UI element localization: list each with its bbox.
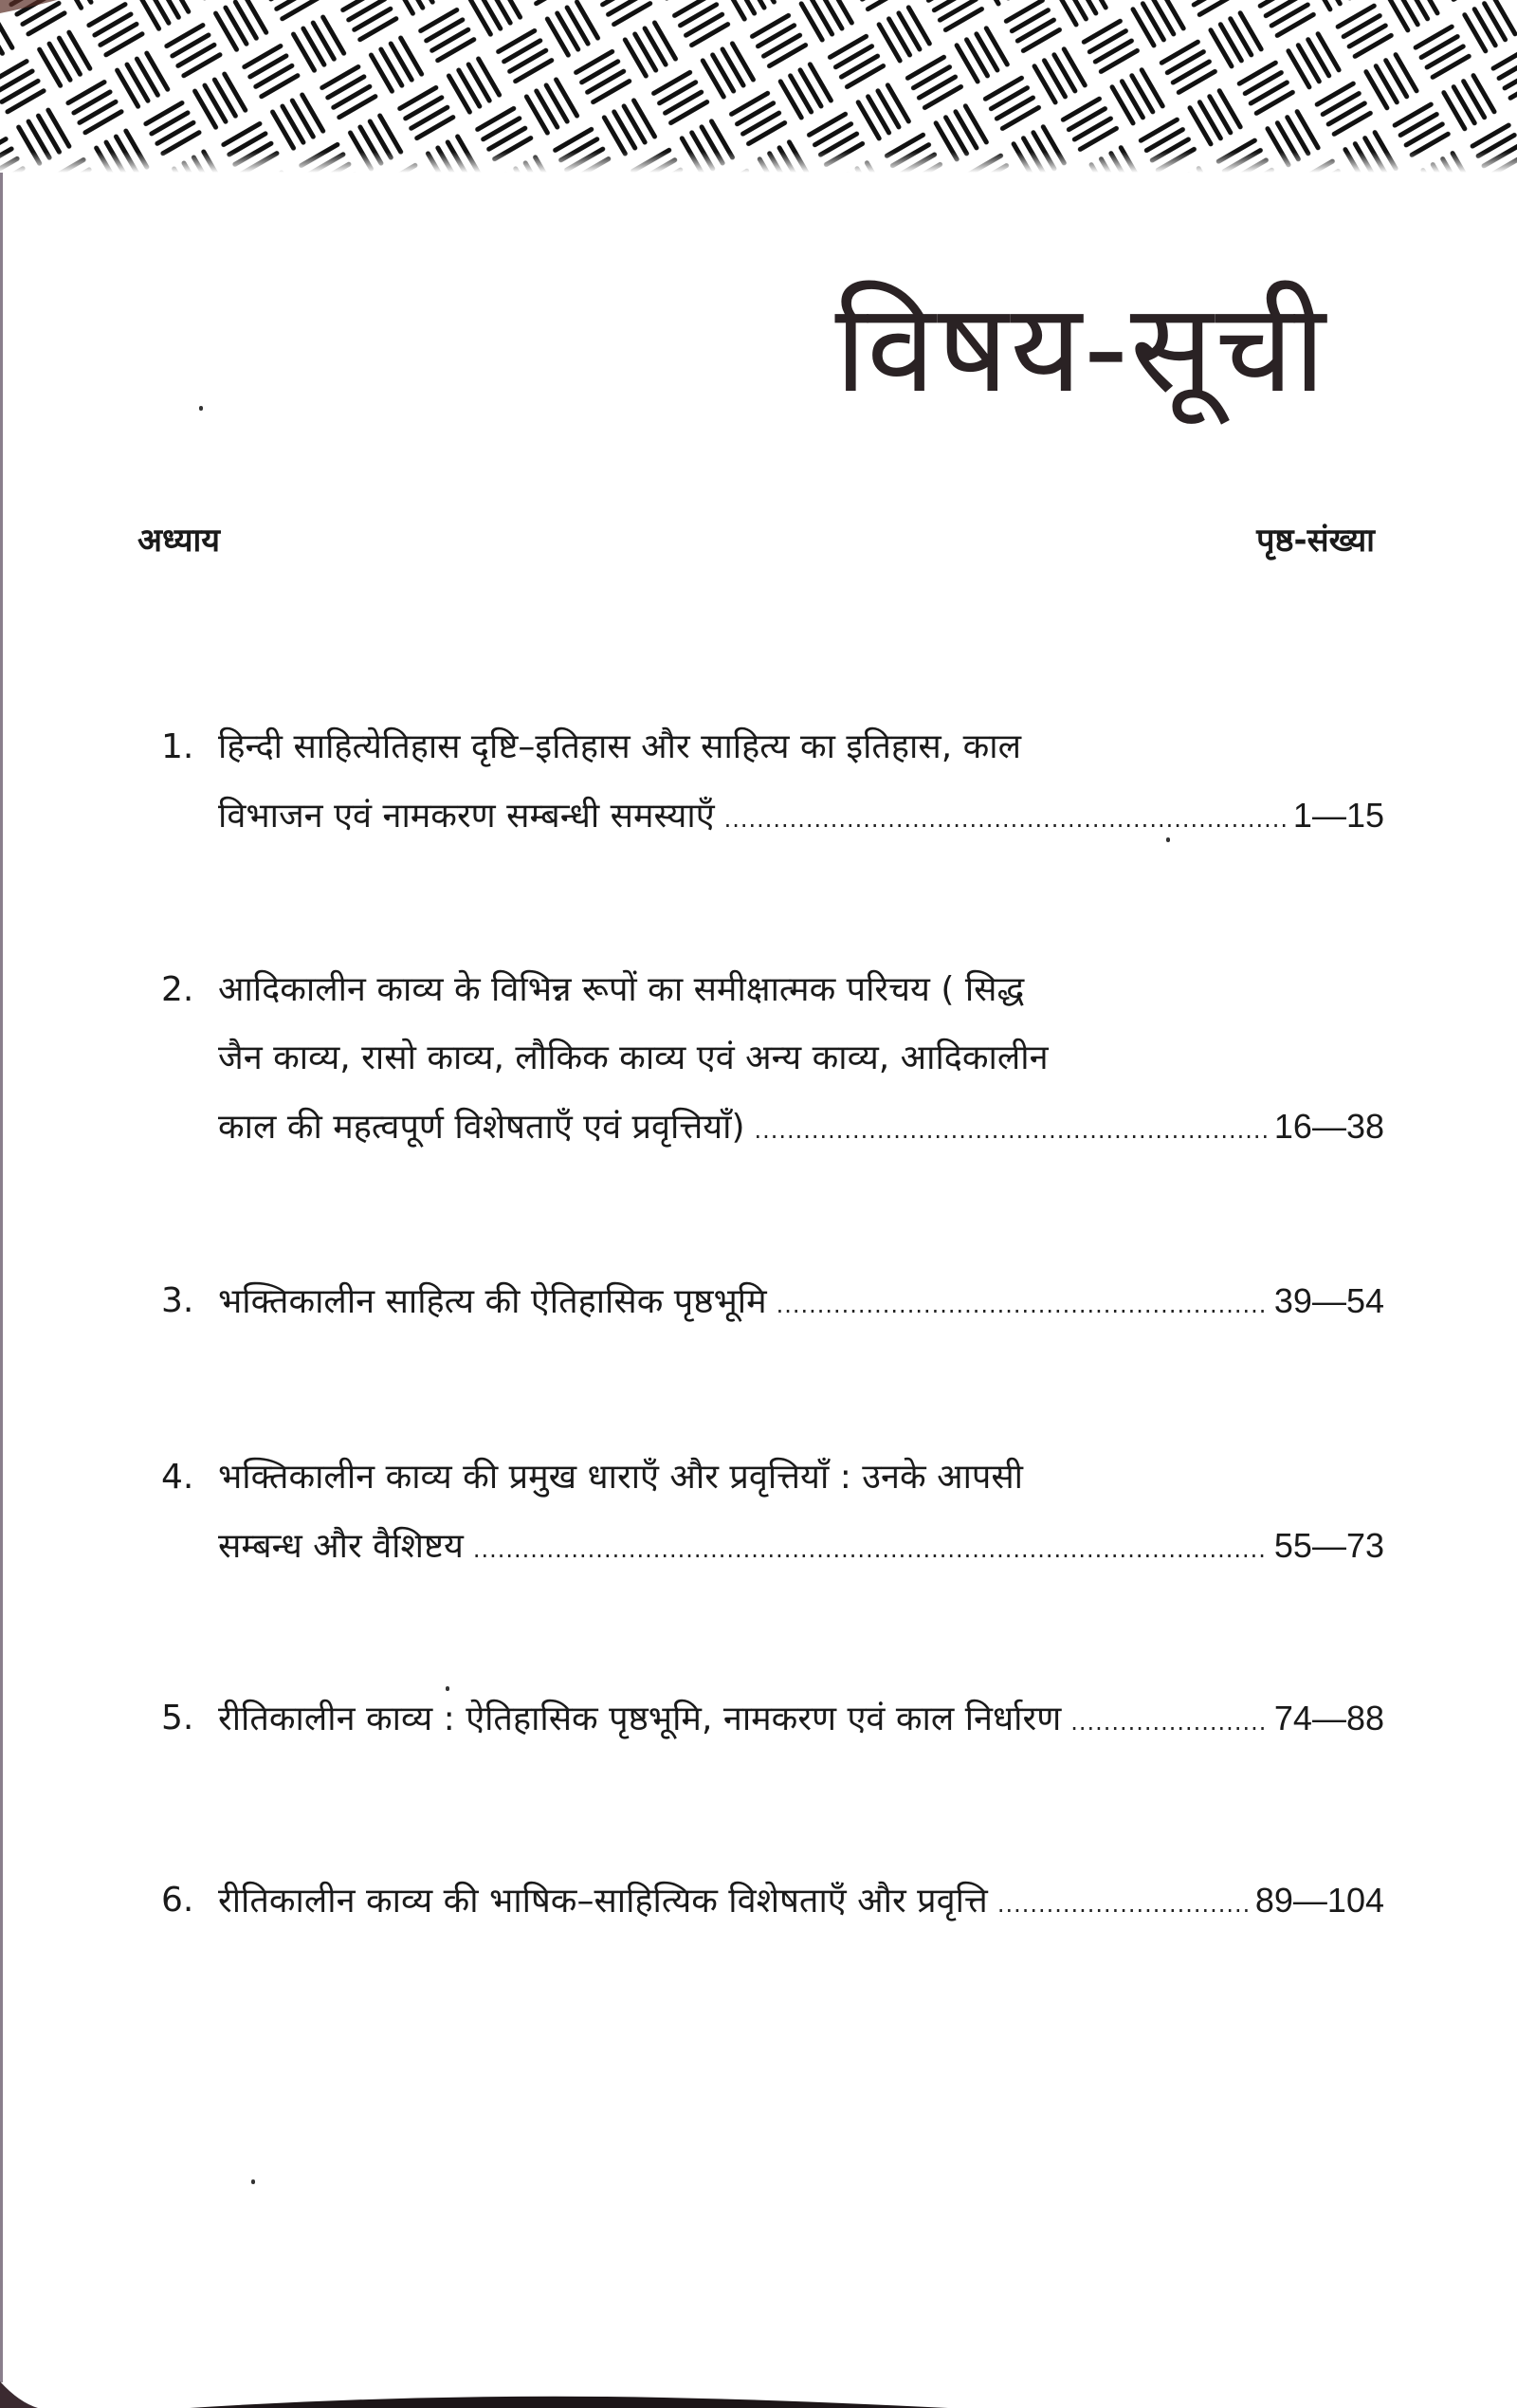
dot-leader	[777, 1271, 1269, 1339]
entry-page-range: 1—15	[1292, 796, 1384, 835]
entry-text-line: भक्तिकालीन काव्य की प्रमुख धाराएँ और प्रवृत्तियाँ : उनके आपसी	[218, 1458, 1023, 1497]
entry-page-range: 74—88	[1273, 1699, 1384, 1737]
entry-text-line: सम्बन्ध और वैशिष्टय	[218, 1527, 464, 1566]
entry-text-line: रीतिकालीन काव्य : ऐतिहासिक पृष्ठभूमि, नामकरण एवं काल निर्धारण	[218, 1700, 1062, 1738]
toc-entry	[161, 956, 1384, 1165]
entry-number: 6.	[161, 1881, 194, 1920]
entry-text-line: रीतिकालीन काव्य की भाषिक–साहित्यिक विशेषताएँ और प्रवृत्ति	[218, 1882, 988, 1921]
page-number-column-header: पृष्ठ-संख्या	[1256, 522, 1375, 560]
page-title: विषय-सूची	[834, 276, 1327, 421]
print-speck	[446, 1686, 449, 1691]
dot-leader	[1070, 1688, 1269, 1756]
dot-leader	[755, 1096, 1269, 1165]
entry-number: 4.	[161, 1458, 194, 1497]
entry-text-line: हिन्दी साहित्येतिहास दृष्टि–इतिहास और साहित्य का इतिहास, काल	[218, 727, 1021, 766]
decorative-header-pattern	[0, 0, 1517, 173]
entry-text-line: आदिकालीन काव्य के विभिन्न रूपों का समीक्षात्मक परिचय ( सिद्ध	[218, 970, 1025, 1009]
entry-text-line: विभाजन एवं नामकरण सम्बन्धी समस्याएँ	[218, 797, 715, 836]
toc-entry	[161, 1443, 1384, 1584]
print-speck	[1166, 837, 1170, 842]
entry-text-line: काल की महत्वपूर्ण विशेषताएँ एवं प्रवृत्तियाँ)	[218, 1108, 745, 1147]
entry-text-line: भक्तिकालीन साहित्य की ऐतिहासिक पृष्ठभूमि	[218, 1282, 767, 1321]
chapter-column-header: अध्याय	[137, 522, 221, 560]
toc-entry	[161, 1866, 1384, 1939]
toc-entry	[161, 1684, 1384, 1756]
entry-page-range: 89—104	[1254, 1881, 1384, 1920]
page-bottom-shadow	[0, 2381, 1517, 2408]
dot-leader	[997, 1870, 1250, 1939]
toc-entry	[161, 713, 1384, 854]
basketweave-pattern-icon	[0, 0, 1517, 173]
entry-number: 3.	[161, 1281, 194, 1320]
print-speck	[199, 406, 203, 411]
dot-leader	[724, 785, 1288, 854]
print-speck	[251, 2179, 255, 2184]
entry-number: 2.	[161, 970, 194, 1009]
entry-page-range: 55—73	[1273, 1526, 1384, 1565]
entry-page-range: 39—54	[1273, 1281, 1384, 1320]
page-edge-shadow	[0, 173, 3, 2382]
dot-leader	[473, 1516, 1269, 1584]
entry-number: 1.	[161, 727, 194, 766]
toc-entry	[161, 1267, 1384, 1339]
entry-number: 5.	[161, 1699, 194, 1737]
entry-page-range: 16—38	[1273, 1107, 1384, 1146]
entry-text-line: जैन काव्य, रासो काव्य, लौकिक काव्य एवं अन्य काव्य, आदिकालीन	[218, 1039, 1049, 1077]
